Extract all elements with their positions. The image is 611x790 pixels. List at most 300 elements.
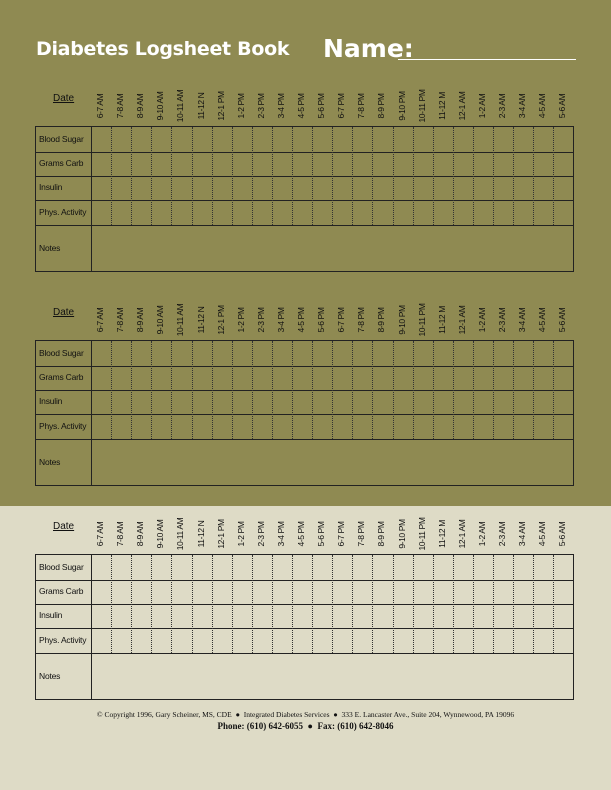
log-cell[interactable]	[493, 580, 513, 604]
log-cell[interactable]	[393, 390, 413, 414]
log-cell[interactable]	[433, 176, 453, 200]
log-cell[interactable]	[533, 341, 553, 366]
log-cell[interactable]	[272, 200, 292, 225]
log-cell[interactable]	[312, 628, 332, 653]
log-cell[interactable]	[272, 152, 292, 176]
log-cell[interactable]	[332, 414, 352, 439]
log-cell[interactable]	[171, 341, 191, 366]
log-cell[interactable]	[453, 555, 473, 580]
log-cell[interactable]	[433, 127, 453, 152]
log-cell[interactable]	[453, 390, 473, 414]
log-cell[interactable]	[171, 390, 191, 414]
log-cell[interactable]	[212, 176, 232, 200]
log-cell[interactable]	[433, 628, 453, 653]
log-cell[interactable]	[493, 366, 513, 390]
log-cell[interactable]	[312, 152, 332, 176]
log-cell[interactable]	[493, 555, 513, 580]
log-cell[interactable]	[212, 341, 232, 366]
log-cell[interactable]	[272, 341, 292, 366]
log-cell[interactable]	[252, 176, 272, 200]
log-cell[interactable]	[553, 176, 573, 200]
log-cell[interactable]	[312, 366, 332, 390]
log-cell[interactable]	[312, 604, 332, 628]
log-cell[interactable]	[553, 604, 573, 628]
log-cell[interactable]	[513, 341, 533, 366]
log-cell[interactable]	[513, 152, 533, 176]
log-cell[interactable]	[393, 555, 413, 580]
log-cell[interactable]	[393, 366, 413, 390]
log-cell[interactable]	[352, 366, 372, 390]
log-cell[interactable]	[533, 366, 553, 390]
log-cell[interactable]	[352, 414, 372, 439]
hour-column-label	[452, 300, 472, 340]
log-cell[interactable]	[473, 152, 493, 176]
log-cell[interactable]	[533, 127, 553, 152]
log-cell[interactable]	[171, 127, 191, 152]
log-cell[interactable]	[533, 628, 553, 653]
log-cell[interactable]	[272, 176, 292, 200]
log-cell[interactable]	[131, 390, 151, 414]
log-cell[interactable]	[192, 200, 212, 225]
log-cell[interactable]	[272, 604, 292, 628]
log-cell[interactable]	[151, 555, 171, 580]
log-cell[interactable]	[252, 580, 272, 604]
log-cell[interactable]	[413, 200, 433, 225]
log-cell[interactable]	[493, 390, 513, 414]
log-cell[interactable]	[131, 414, 151, 439]
log-cell[interactable]	[151, 604, 171, 628]
log-cell[interactable]	[453, 604, 473, 628]
log-cell[interactable]	[292, 127, 312, 152]
log-cell[interactable]	[111, 628, 131, 653]
notes-field[interactable]	[91, 653, 573, 701]
log-cell[interactable]	[171, 580, 191, 604]
log-cell[interactable]	[131, 580, 151, 604]
log-cell[interactable]	[352, 341, 372, 366]
log-cell[interactable]	[252, 152, 272, 176]
log-cell[interactable]	[493, 176, 513, 200]
log-cell[interactable]	[232, 604, 252, 628]
log-cell[interactable]	[212, 390, 232, 414]
log-cell[interactable]	[312, 414, 332, 439]
log-cell[interactable]	[433, 414, 453, 439]
log-cell[interactable]	[131, 341, 151, 366]
log-cell[interactable]	[513, 127, 533, 152]
log-cell[interactable]	[473, 390, 493, 414]
log-cell[interactable]	[292, 580, 312, 604]
log-cell[interactable]	[352, 555, 372, 580]
log-cell[interactable]	[312, 390, 332, 414]
log-cell[interactable]	[111, 341, 131, 366]
log-cell[interactable]	[292, 604, 312, 628]
log-cell[interactable]	[352, 580, 372, 604]
log-cell[interactable]	[533, 390, 553, 414]
log-cell[interactable]	[252, 604, 272, 628]
log-cell[interactable]	[131, 127, 151, 152]
log-cell[interactable]	[493, 628, 513, 653]
log-cell[interactable]	[332, 200, 352, 225]
log-cell[interactable]	[533, 604, 553, 628]
log-cell[interactable]	[332, 341, 352, 366]
log-cell[interactable]	[332, 390, 352, 414]
log-cell[interactable]	[413, 366, 433, 390]
log-cell[interactable]	[453, 341, 473, 366]
log-cell[interactable]	[533, 176, 553, 200]
log-cell[interactable]	[192, 414, 212, 439]
log-cell[interactable]	[252, 390, 272, 414]
log-cell[interactable]	[91, 366, 111, 390]
log-cell[interactable]	[413, 580, 433, 604]
log-cell[interactable]	[192, 152, 212, 176]
log-cell[interactable]	[252, 127, 272, 152]
log-cell[interactable]	[91, 176, 111, 200]
log-cell[interactable]	[212, 555, 232, 580]
log-cell[interactable]	[473, 176, 493, 200]
log-cell[interactable]	[433, 152, 453, 176]
log-cell[interactable]	[252, 414, 272, 439]
log-cell[interactable]	[553, 341, 573, 366]
log-cell[interactable]	[433, 580, 453, 604]
log-cell[interactable]	[91, 580, 111, 604]
log-cell[interactable]	[493, 127, 513, 152]
log-cell[interactable]	[393, 414, 413, 439]
log-cell[interactable]	[171, 176, 191, 200]
log-cell[interactable]	[292, 366, 312, 390]
log-cell[interactable]	[111, 580, 131, 604]
log-cell[interactable]	[151, 414, 171, 439]
log-cell[interactable]	[372, 628, 392, 653]
log-cell[interactable]	[352, 127, 372, 152]
log-cell[interactable]	[151, 176, 171, 200]
log-cell[interactable]	[212, 604, 232, 628]
log-cell[interactable]	[413, 390, 433, 414]
log-cell[interactable]	[352, 390, 372, 414]
log-cell[interactable]	[393, 580, 413, 604]
log-cell[interactable]	[212, 152, 232, 176]
log-cell[interactable]	[372, 390, 392, 414]
log-cell[interactable]	[352, 152, 372, 176]
log-cell[interactable]	[493, 200, 513, 225]
log-cell[interactable]	[513, 604, 533, 628]
log-cell[interactable]	[232, 555, 252, 580]
log-cell[interactable]	[372, 414, 392, 439]
log-cell[interactable]	[171, 555, 191, 580]
log-cell[interactable]	[212, 414, 232, 439]
log-cell[interactable]	[151, 127, 171, 152]
page-title: Diabetes Logsheet Book	[36, 38, 290, 60]
log-cell[interactable]	[332, 555, 352, 580]
log-cell[interactable]	[553, 580, 573, 604]
log-cell[interactable]	[413, 176, 433, 200]
log-cell[interactable]	[111, 127, 131, 152]
log-cell[interactable]	[473, 628, 493, 653]
row-label-phys-activity: Phys. Activity	[39, 634, 87, 645]
log-cell[interactable]	[393, 127, 413, 152]
log-cell[interactable]	[91, 200, 111, 225]
log-cell[interactable]	[131, 176, 151, 200]
name-line[interactable]	[398, 59, 576, 60]
log-cell[interactable]	[453, 127, 473, 152]
log-cell[interactable]	[553, 200, 573, 225]
log-cell[interactable]	[473, 341, 493, 366]
log-cell[interactable]	[192, 176, 212, 200]
log-cell[interactable]	[111, 390, 131, 414]
log-cell[interactable]	[413, 414, 433, 439]
log-cell[interactable]	[212, 628, 232, 653]
log-cell[interactable]	[372, 580, 392, 604]
log-cell[interactable]	[473, 414, 493, 439]
log-cell[interactable]	[433, 200, 453, 225]
log-cell[interactable]	[473, 604, 493, 628]
log-cell[interactable]	[232, 366, 252, 390]
log-cell[interactable]	[513, 176, 533, 200]
log-cell[interactable]	[91, 127, 111, 152]
log-cell[interactable]	[372, 604, 392, 628]
log-cell[interactable]	[292, 555, 312, 580]
log-cell[interactable]	[413, 127, 433, 152]
log-cell[interactable]	[473, 555, 493, 580]
log-cell[interactable]	[393, 152, 413, 176]
log-cell[interactable]	[393, 200, 413, 225]
log-cell[interactable]	[171, 366, 191, 390]
log-cell[interactable]	[151, 200, 171, 225]
log-cell[interactable]	[553, 414, 573, 439]
log-cell[interactable]	[192, 127, 212, 152]
log-cell[interactable]	[553, 555, 573, 580]
log-cell[interactable]	[372, 176, 392, 200]
log-cell[interactable]	[533, 414, 553, 439]
log-cell[interactable]	[111, 200, 131, 225]
log-cell[interactable]	[493, 152, 513, 176]
log-cell[interactable]	[312, 580, 332, 604]
log-cell[interactable]	[312, 341, 332, 366]
log-cell[interactable]	[232, 341, 252, 366]
log-cell[interactable]	[453, 200, 473, 225]
log-cell[interactable]	[513, 580, 533, 604]
notes-field[interactable]	[91, 439, 573, 487]
log-cell[interactable]	[212, 366, 232, 390]
log-cell[interactable]	[91, 390, 111, 414]
log-cell[interactable]	[513, 200, 533, 225]
log-cell[interactable]	[413, 628, 433, 653]
log-cell[interactable]	[453, 176, 473, 200]
log-cell[interactable]	[272, 366, 292, 390]
log-cell[interactable]	[453, 580, 473, 604]
log-cell[interactable]	[332, 604, 352, 628]
log-cell[interactable]	[212, 200, 232, 225]
log-cell[interactable]	[533, 200, 553, 225]
log-cell[interactable]	[91, 341, 111, 366]
log-cell[interactable]	[352, 200, 372, 225]
log-cell[interactable]	[473, 127, 493, 152]
log-cell[interactable]	[232, 152, 252, 176]
log-cell[interactable]	[372, 366, 392, 390]
log-cell[interactable]	[131, 555, 151, 580]
log-cell[interactable]	[352, 176, 372, 200]
log-cell[interactable]	[111, 152, 131, 176]
hour-column-label	[311, 300, 331, 340]
log-cell[interactable]	[553, 366, 573, 390]
log-cell[interactable]	[171, 628, 191, 653]
log-cell[interactable]	[413, 341, 433, 366]
log-cell[interactable]	[252, 200, 272, 225]
log-cell[interactable]	[292, 390, 312, 414]
log-cell[interactable]	[131, 200, 151, 225]
log-cell[interactable]	[553, 127, 573, 152]
log-cell[interactable]	[292, 341, 312, 366]
log-cell[interactable]	[111, 176, 131, 200]
log-cell[interactable]	[151, 580, 171, 604]
log-cell[interactable]	[393, 341, 413, 366]
log-cell[interactable]	[171, 200, 191, 225]
log-cell[interactable]	[192, 341, 212, 366]
log-cell[interactable]	[533, 555, 553, 580]
log-cell[interactable]	[212, 127, 232, 152]
log-cell[interactable]	[252, 341, 272, 366]
log-cell[interactable]	[332, 366, 352, 390]
log-cell[interactable]	[232, 127, 252, 152]
log-cell[interactable]	[372, 127, 392, 152]
log-cell[interactable]	[171, 152, 191, 176]
log-cell[interactable]	[393, 628, 413, 653]
log-cell[interactable]	[352, 628, 372, 653]
log-cell[interactable]	[131, 366, 151, 390]
log-cell[interactable]	[151, 152, 171, 176]
log-cell[interactable]	[413, 555, 433, 580]
log-cell[interactable]	[171, 414, 191, 439]
log-cell[interactable]	[91, 152, 111, 176]
log-cell[interactable]	[453, 414, 473, 439]
log-cell[interactable]	[493, 604, 513, 628]
log-cell[interactable]	[453, 628, 473, 653]
log-cell[interactable]	[111, 366, 131, 390]
log-cell[interactable]	[533, 580, 553, 604]
log-cell[interactable]	[513, 366, 533, 390]
log-cell[interactable]	[372, 152, 392, 176]
log-cell[interactable]	[332, 152, 352, 176]
log-cell[interactable]	[232, 200, 252, 225]
log-cell[interactable]	[272, 390, 292, 414]
log-cell[interactable]	[312, 127, 332, 152]
log-cell[interactable]	[91, 555, 111, 580]
log-cell[interactable]	[192, 366, 212, 390]
log-cell[interactable]	[151, 390, 171, 414]
log-cell[interactable]	[192, 604, 212, 628]
log-cell[interactable]	[232, 628, 252, 653]
log-cell[interactable]	[272, 580, 292, 604]
log-cell[interactable]	[553, 628, 573, 653]
log-cell[interactable]	[212, 580, 232, 604]
log-cell[interactable]	[151, 366, 171, 390]
log-cell[interactable]	[131, 152, 151, 176]
log-cell[interactable]	[111, 604, 131, 628]
log-cell[interactable]	[473, 200, 493, 225]
log-cell[interactable]	[232, 580, 252, 604]
log-cell[interactable]	[312, 200, 332, 225]
log-grid	[35, 340, 574, 486]
log-cell[interactable]	[91, 414, 111, 439]
log-cell[interactable]	[292, 414, 312, 439]
log-cell[interactable]	[252, 628, 272, 653]
log-cell[interactable]	[553, 152, 573, 176]
log-cell[interactable]	[292, 152, 312, 176]
log-cell[interactable]	[192, 628, 212, 653]
log-cell[interactable]	[433, 604, 453, 628]
log-cell[interactable]	[272, 555, 292, 580]
log-cell[interactable]	[252, 366, 272, 390]
notes-field[interactable]	[91, 225, 573, 273]
log-cell[interactable]	[352, 604, 372, 628]
log-cell[interactable]	[372, 200, 392, 225]
log-cell[interactable]	[232, 176, 252, 200]
hour-column-label	[371, 300, 391, 340]
log-cell[interactable]	[332, 127, 352, 152]
log-cell[interactable]	[513, 414, 533, 439]
log-cell[interactable]	[393, 604, 413, 628]
log-cell[interactable]	[91, 628, 111, 653]
log-cell[interactable]	[513, 390, 533, 414]
log-cell[interactable]	[151, 341, 171, 366]
log-cell[interactable]	[473, 366, 493, 390]
log-cell[interactable]	[413, 152, 433, 176]
log-cell[interactable]	[292, 176, 312, 200]
log-cell[interactable]	[332, 580, 352, 604]
log-cell[interactable]	[131, 628, 151, 653]
log-cell[interactable]	[332, 176, 352, 200]
log-cell[interactable]	[433, 341, 453, 366]
log-cell[interactable]	[372, 341, 392, 366]
log-cell[interactable]	[192, 555, 212, 580]
log-cell[interactable]	[473, 580, 493, 604]
date-label: Date	[53, 307, 75, 318]
log-cell[interactable]	[453, 152, 473, 176]
log-cell[interactable]	[192, 580, 212, 604]
log-cell[interactable]	[272, 628, 292, 653]
log-cell[interactable]	[533, 152, 553, 176]
log-cell[interactable]	[272, 127, 292, 152]
log-cell[interactable]	[192, 390, 212, 414]
log-cell[interactable]	[91, 604, 111, 628]
hour-label-text: 6-7 AM	[95, 93, 105, 119]
log-cell[interactable]	[453, 366, 473, 390]
log-cell[interactable]	[433, 555, 453, 580]
log-cell[interactable]	[393, 176, 413, 200]
log-cell[interactable]	[131, 604, 151, 628]
log-cell[interactable]	[171, 604, 191, 628]
log-cell[interactable]	[493, 414, 513, 439]
log-cell[interactable]	[111, 414, 131, 439]
log-cell[interactable]	[332, 628, 352, 653]
log-cell[interactable]	[232, 390, 252, 414]
log-cell[interactable]	[493, 341, 513, 366]
log-cell[interactable]	[433, 390, 453, 414]
log-cell[interactable]	[433, 366, 453, 390]
log-cell[interactable]	[312, 176, 332, 200]
log-cell[interactable]	[553, 390, 573, 414]
log-cell[interactable]	[372, 555, 392, 580]
log-cell[interactable]	[232, 414, 252, 439]
log-cell[interactable]	[312, 555, 332, 580]
log-cell[interactable]	[513, 628, 533, 653]
log-cell[interactable]	[513, 555, 533, 580]
log-cell[interactable]	[292, 628, 312, 653]
log-cell[interactable]	[151, 628, 171, 653]
log-cell[interactable]	[252, 555, 272, 580]
log-cell[interactable]	[272, 414, 292, 439]
log-cell[interactable]	[413, 604, 433, 628]
log-cell[interactable]	[111, 555, 131, 580]
log-cell[interactable]	[292, 200, 312, 225]
